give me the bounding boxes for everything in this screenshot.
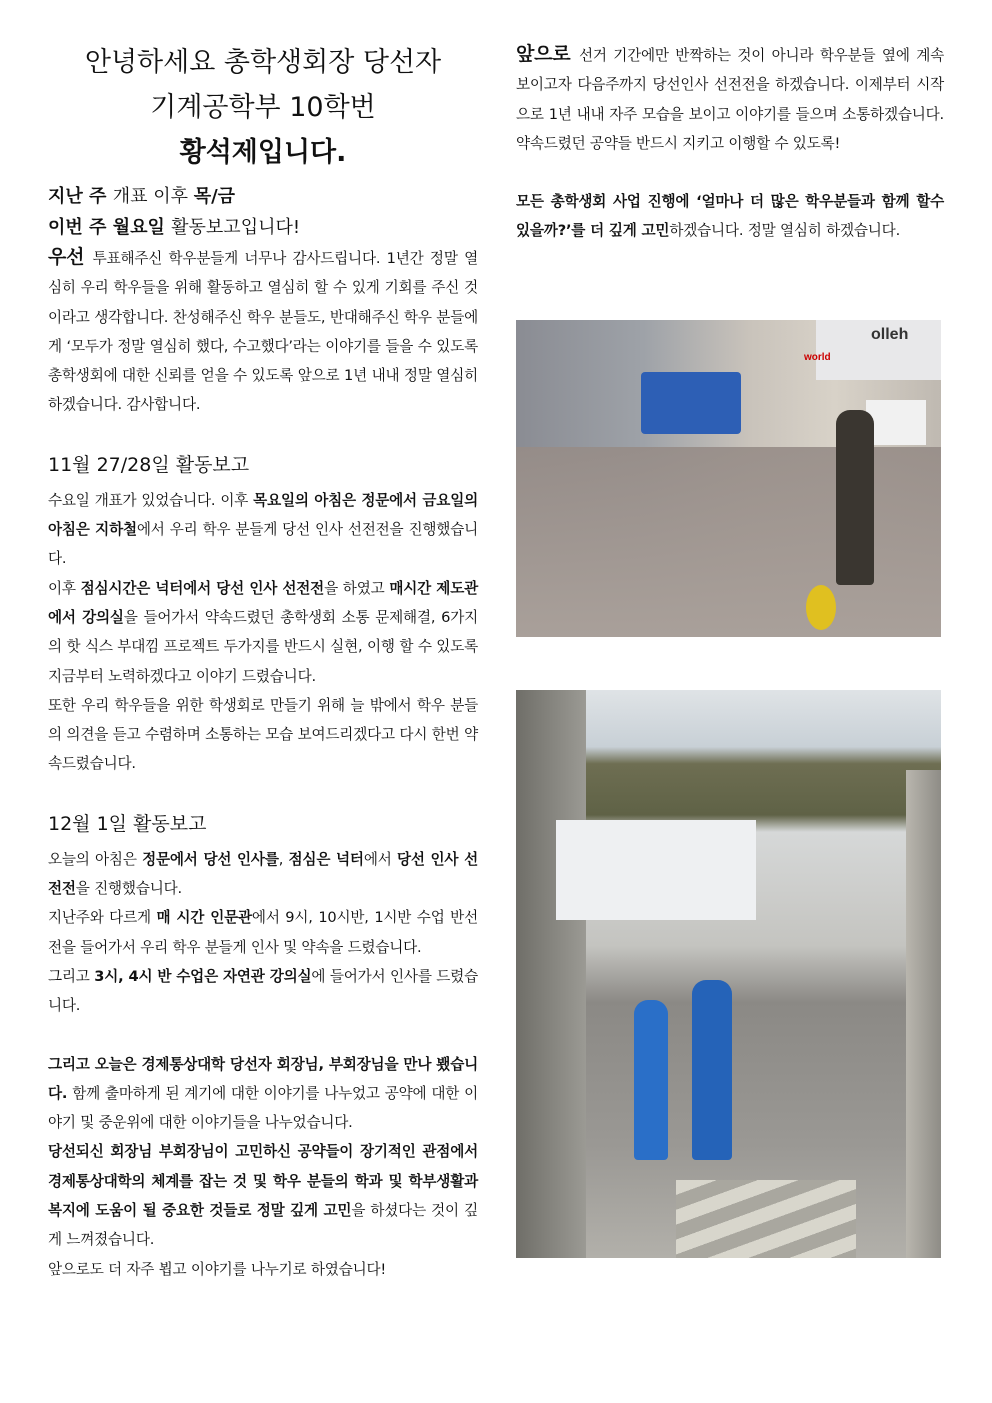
bold-text: 당선 인사 선전전 <box>48 850 479 898</box>
intro-line-2 <box>48 212 478 243</box>
bold-text: 점심은 넉터 <box>288 850 364 868</box>
right-body <box>516 40 944 246</box>
intro-line-1 <box>48 181 478 212</box>
bold-text: 목/금 <box>193 186 236 207</box>
student-blue-1 <box>634 1000 668 1160</box>
text: 앞으로도 더 자주 뵙고 이야기를 나누기로 하였습니다! <box>48 1260 387 1278</box>
title-line-3: 황석제입니다. <box>179 137 347 168</box>
bold-text: 우선 <box>48 246 93 268</box>
bold-text: 매시간 제도관에서 강의실 <box>48 579 478 626</box>
text: 선거 기간에만 반짝하는 것이 아니라 학우분들 옆에 계속 보이고자 다음주까지 당선인사 선전전을 하겠습니다. 이제부터 시작으로 1년 내내 자주 모습을 보이고 이야기를 들으며 소통하겠습니다. 약속드렸던 공약들 반드시 지키고 이행할 수 있도록! <box>516 47 944 152</box>
text: 에서 <box>363 850 397 868</box>
title-line-2: 기계공학부 10학번 <box>150 92 376 123</box>
text: 에 들어가서 인사를 드렸습니다. <box>48 967 478 1015</box>
bold-text: 매 시간 인문관 <box>156 909 252 927</box>
paragraph-p1127b <box>48 574 478 691</box>
paragraph-promise <box>516 187 944 246</box>
truck <box>866 400 926 445</box>
wall-right <box>906 770 941 1258</box>
paragraph-p1201e <box>48 1137 478 1254</box>
wall-left <box>516 690 586 1258</box>
paragraph-thanks <box>48 243 478 420</box>
bold-text: 그리고 오늘은 경제통상대학 당선자 회장님, 부회장님을 만나 뵀습니다. <box>48 1055 478 1102</box>
text: 에서 우리 학우 분들게 당선 인사 선전전을 진행했습니다. <box>48 521 478 568</box>
paragraph-p1201f <box>48 1255 478 1284</box>
text: 개표 이후 <box>112 186 194 207</box>
olleh-sign: olleh <box>871 326 909 343</box>
bold-text: 지난 주 <box>48 186 113 207</box>
world-sign: world <box>804 352 831 363</box>
paragraph-future <box>516 40 944 158</box>
left-column <box>48 40 478 1284</box>
paragraph-p1201c <box>48 962 478 1021</box>
paragraph-p1201d <box>48 1050 478 1138</box>
text: 함께 출마하게 된 계기에 대한 이야기를 나누었고 공약에 대한 이야기 및 중운위에 대한 이야기들을 나누었습니다. <box>48 1084 478 1132</box>
crosswalk <box>676 1180 856 1258</box>
text: 활동보고입니다! <box>171 217 301 238</box>
text: 수요일 개표가 있었습니다. 이후 <box>48 491 254 509</box>
bold-text: 정문에서 당선 인사를 <box>142 850 279 868</box>
paragraph-p1127c <box>48 691 478 779</box>
section-heading: 11월 27/28일 활동보고 <box>48 453 250 476</box>
text: 하겠습니다. 정말 열심히 하겠습니다. <box>669 222 901 240</box>
bold-text: 모든 총학생회 사업 진행에 ‘얼마나 더 많은 학우분들과 함께 할수 있을까?’를 더 깊게 고민 <box>516 193 944 240</box>
bold-text: 목요일의 아침은 정문에서 금요일의 아침은 지하철 <box>48 491 478 539</box>
cable-reel <box>806 585 836 630</box>
campus-campaign-photo <box>516 690 941 1258</box>
left-body <box>48 243 478 1284</box>
text: 에서 9시, 10시반, 1시반 수업 반선전을 들어가서 우리 학우 분들게 인사 및 약속을 드렸습니다. <box>48 909 478 956</box>
student-blue-2 <box>692 980 732 1160</box>
paragraph-p1127a <box>48 486 478 574</box>
text: 지난주와 다르게 <box>48 909 157 927</box>
text: 투표해주신 학우분들게 너무나 감사드립니다. 1년간 정말 열심히 우리 학우들을 위해 활동하고 열심히 할 수 있게 기회를 주신 것이라고 생각합니다. 찬성해주신 학우 분들도, 반대해주신 학우 분들에게 ‘모두가 정말 열심히 했다, 수고했다’라는 이야기를 들을 수 있도록 총학생회에 대한 신뢰를 얻을 수 있도록 앞으로 1년 내내 정말 열심히 하겠습니다. 감사합니다. <box>48 250 478 414</box>
bold-text: 이번 주 월요일 <box>48 217 172 238</box>
text: 을 들어가서 약속드렸던 총학생회 소통 문제해결, 6가지의 핫 식스 부대낌 프로젝트 두가지를 반드시 실현, 이행 할 수 있도록 지금부터 노력하겠다고 이야기 드렸습니다. <box>48 608 479 685</box>
section-heading: 12월 1일 활동보고 <box>48 812 207 835</box>
text: 또한 우리 학우들을 위한 학생회로 만들기 위해 늘 밖에서 학우 분들의 의견을 듣고 수렴하며 소통하는 모습 보여드리겠다고 다시 한번 약속드렸습니다. <box>48 696 478 773</box>
bus <box>641 372 741 434</box>
right-column <box>516 40 944 246</box>
text: 오늘의 아침은 <box>48 850 143 868</box>
text: 이후 <box>48 579 81 597</box>
bold-text: 3시, 4시 반 수업은 자연관 강의실 <box>94 967 312 985</box>
paragraph-p1201b <box>48 903 478 962</box>
text: , <box>278 850 289 868</box>
text: 그리고 <box>48 967 95 985</box>
building <box>556 820 756 920</box>
text: 을 하였고 <box>324 579 390 597</box>
text: 을 하셨다는 것이 깊게 느껴졌습니다. <box>48 1202 478 1249</box>
text: 을 진행했습니다. <box>75 880 182 898</box>
speaker-person <box>836 410 874 585</box>
street-campaign-photo <box>516 320 941 637</box>
paragraph-p1201a <box>48 845 478 904</box>
title-line-1: 안녕하세요 총학생회장 당선자 <box>84 47 442 78</box>
bold-text: 앞으로 <box>516 43 579 65</box>
bold-text: 점심시간은 넉터에서 당선 인사 선전전 <box>80 579 325 597</box>
bold-text: 당선되신 회장님 부회장님이 고민하신 공약들이 장기적인 관점에서 경제통상대학의 체계를 잡는 것 및 학우 분들의 학과 및 학부생활과 복지에 도움이 될 중요한 것들로 정말 깊게 고민 <box>48 1143 478 1220</box>
